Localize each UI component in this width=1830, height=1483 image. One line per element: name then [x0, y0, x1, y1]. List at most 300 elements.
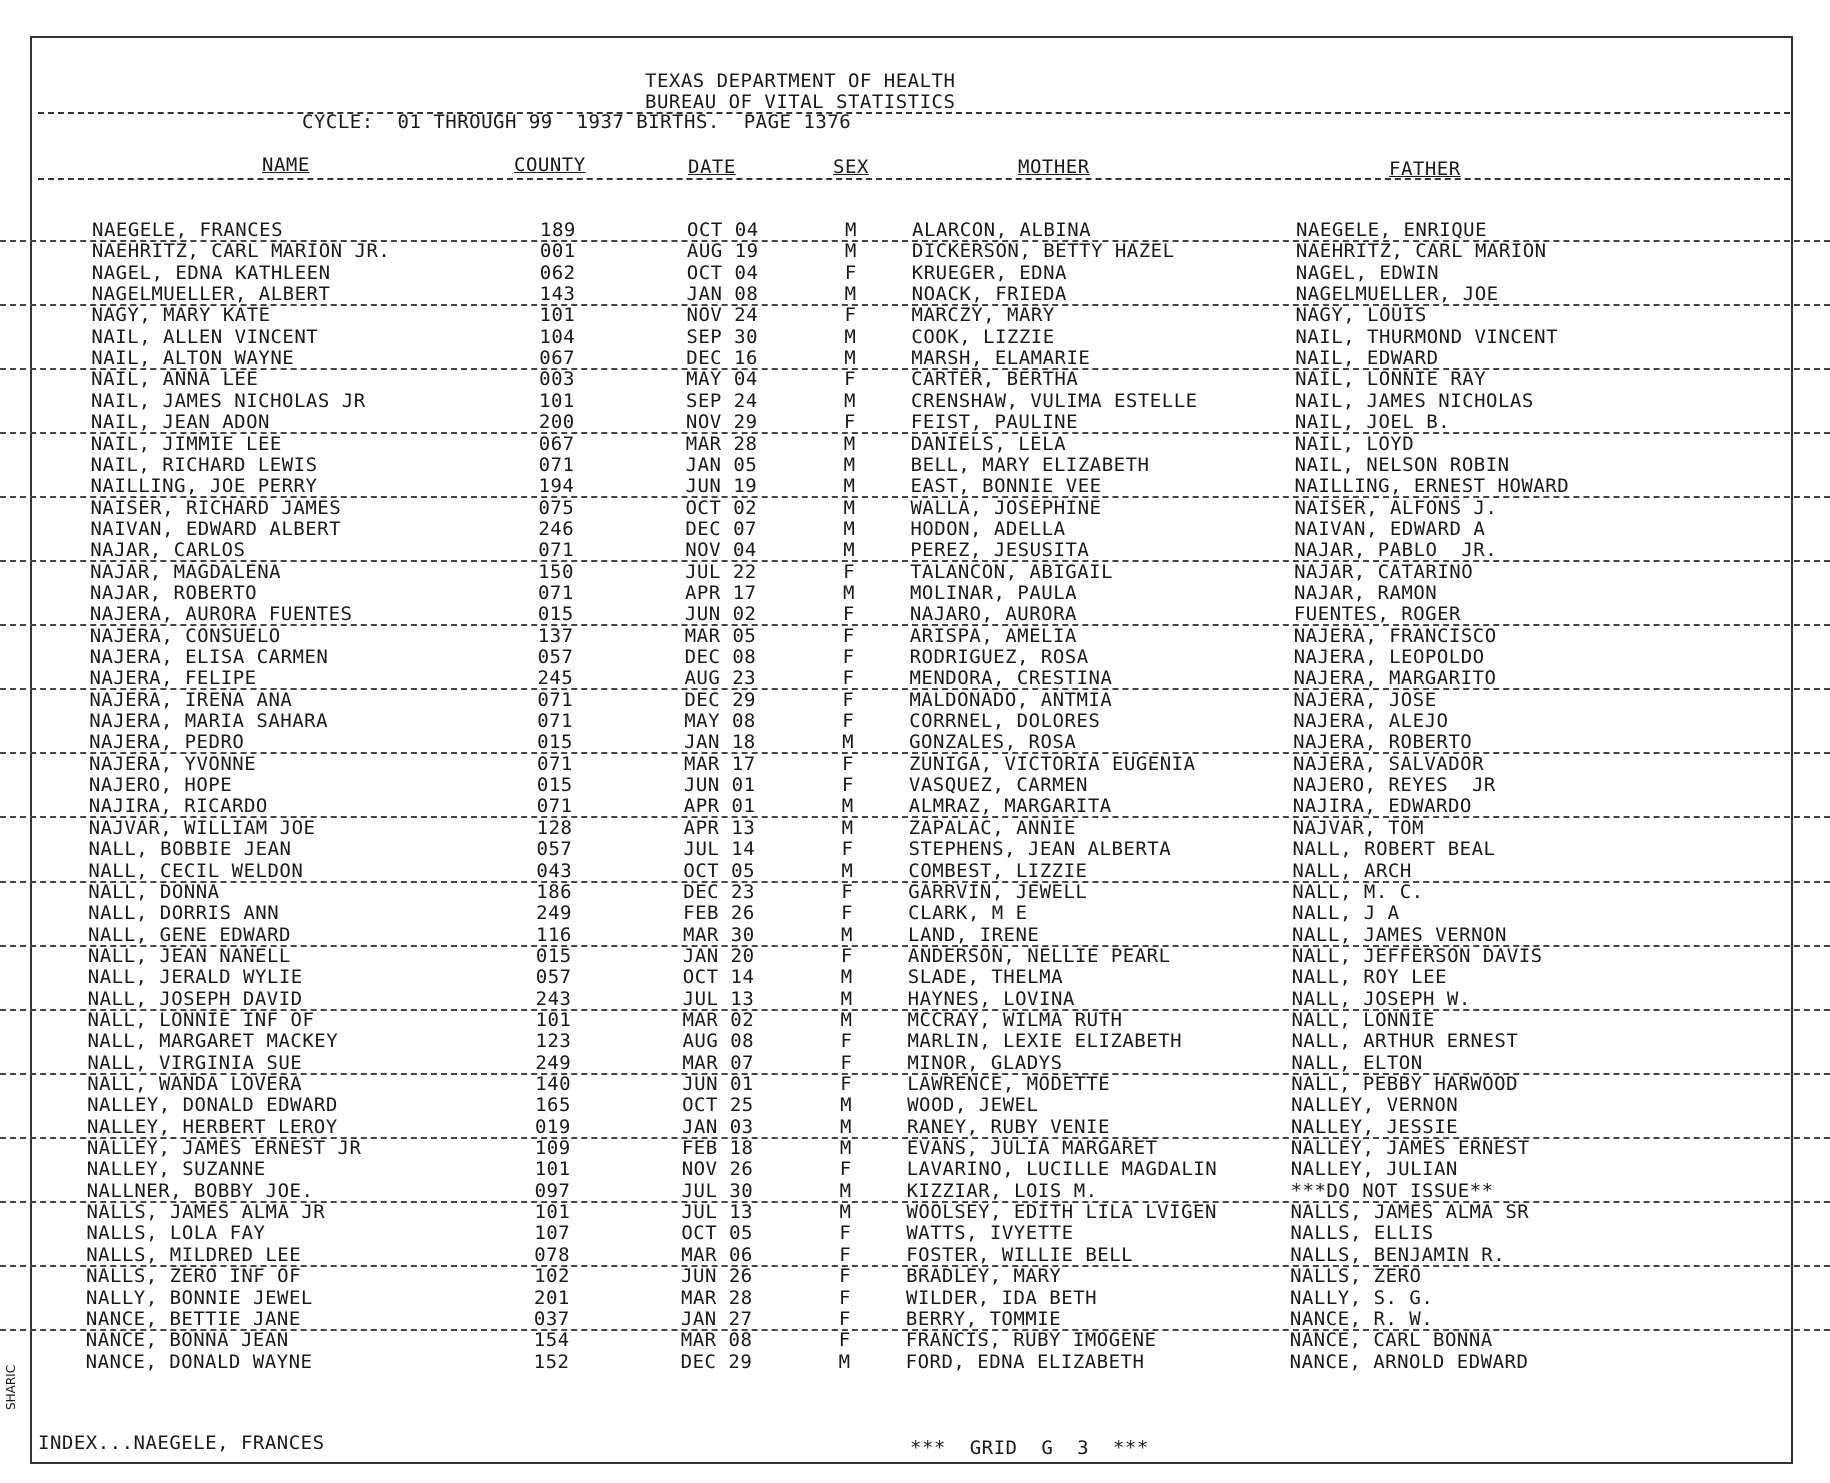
record-mother: FRANCIS, RUBY IMOGENE	[905, 1329, 1157, 1352]
record-name: NALL, VIRGINIA SUE	[87, 1051, 303, 1074]
record-sex: M	[840, 1008, 853, 1031]
index-footer: INDEX...NAEGELE, FRANCES	[38, 1432, 325, 1454]
record-mother: NOACK, FRIEDA	[911, 283, 1067, 306]
record-name: NAJERA, PEDRO	[89, 731, 245, 754]
record-mother: LAWRENCE, MODETTE	[907, 1073, 1111, 1095]
record-county: 101	[534, 1158, 571, 1181]
record-name: NAGEL, EDNA KATHLEEN	[91, 261, 331, 284]
record-county: 071	[538, 539, 575, 562]
table-row	[0, 1009, 1830, 1030]
table-row	[0, 368, 1830, 389]
record-date: NOV 29	[685, 411, 758, 434]
record-father: NALLEY, VERNON	[1291, 1094, 1459, 1117]
record-name: NAGELMUELLER, ALBERT	[91, 283, 331, 306]
record-name: NAJERO, HOPE	[88, 774, 233, 797]
record-father: NAILLING, ERNEST HOWARD	[1294, 475, 1570, 498]
table-row	[0, 1158, 1830, 1179]
record-name: NAILLING, JOE PERRY	[90, 475, 318, 498]
record-date: DEC 07	[685, 517, 757, 540]
record-sex: F	[842, 603, 855, 626]
record-county: 243	[535, 987, 572, 1010]
record-sex: F	[839, 1265, 852, 1288]
table-row	[0, 1201, 1830, 1222]
record-sex: M	[843, 453, 856, 476]
record-sex: M	[840, 966, 853, 989]
record-sex: F	[838, 1307, 851, 1330]
record-sex: M	[844, 240, 857, 263]
record-date: MAR 08	[680, 1329, 753, 1352]
record-father: NAJERA, LEOPOLDO	[1293, 646, 1485, 668]
record-name: NALL, CECIL WELDON	[88, 859, 304, 882]
table-row	[0, 1329, 1830, 1350]
record-date: JUN 01	[682, 1073, 754, 1095]
record-mother: KIZZIAR, LOIS M.	[906, 1179, 1098, 1202]
record-name: NAIL, ANNA LEE	[91, 368, 259, 391]
record-mother: BERRY, TOMMIE	[905, 1307, 1062, 1330]
column-header-county: COUNTY	[514, 154, 586, 176]
record-father: NALL, ROBERT BEAL	[1292, 838, 1496, 861]
record-sex: M	[839, 1179, 852, 1202]
record-sex: F	[843, 411, 856, 434]
record-county: 246	[538, 517, 575, 540]
record-county: 194	[538, 475, 575, 498]
table-row	[0, 753, 1830, 774]
grid-footer: *** GRID G 3 ***	[910, 1437, 1149, 1459]
record-mother: CLARK, M E	[908, 902, 1028, 925]
record-name: NAIL, ALTON WAYNE	[91, 347, 295, 370]
record-name: NAGY, MARY KATE	[91, 304, 271, 327]
table-row	[0, 731, 1830, 754]
record-father: NALL, ARCH	[1292, 859, 1412, 882]
record-name: NAJERA, YVONNE	[89, 752, 257, 775]
record-mother: COMBEST, LIZZIE	[908, 859, 1088, 882]
record-name: NAIL, JIMMIE LEE	[90, 432, 282, 455]
record-mother: BELL, MARY ELIZABETH	[910, 453, 1150, 476]
record-father: NAIL, THURMOND VINCENT	[1295, 325, 1559, 348]
record-mother: KRUEGER, EDNA	[911, 261, 1067, 284]
record-mother: EVANS, JULIA MARGARET	[906, 1137, 1158, 1160]
record-father: NAJERA, JOSE	[1293, 688, 1437, 711]
record-sex: M	[843, 517, 856, 540]
record-father: NAEGELE, ENRIQUE	[1296, 219, 1488, 241]
record-father: NAGEL, EDWIN	[1295, 261, 1440, 284]
table-row	[0, 902, 1830, 923]
record-name: NAJERA, IRENA ANA	[89, 688, 293, 711]
record-date: JUL 30	[681, 1179, 754, 1202]
table-row	[0, 774, 1830, 795]
record-mother: ALMRAZ, MARGARITA	[908, 795, 1112, 818]
record-date: JUN 02	[684, 603, 757, 626]
record-name: NAEGELE, FRANCES	[92, 219, 284, 241]
record-sex: M	[842, 581, 855, 604]
record-name: NAJAR, ROBERTO	[89, 581, 258, 604]
record-mother: FORD, EDNA ELIZABETH	[905, 1350, 1145, 1373]
record-date: FEB 18	[681, 1137, 754, 1160]
record-name: NAIL, JAMES NICHOLAS JR	[91, 389, 366, 412]
record-name: NALL, DONNA	[88, 880, 220, 903]
record-county: 071	[537, 710, 574, 733]
record-date: MAR 30	[683, 923, 755, 946]
record-county: 078	[534, 1243, 571, 1266]
record-mother: EAST, BONNIE VEE	[910, 475, 1102, 498]
record-county: 201	[534, 1286, 570, 1309]
record-father: NAJERO, REYES JR	[1292, 774, 1496, 797]
record-date: JAN 05	[685, 453, 758, 476]
record-name: NAISER, RICHARD JAMES	[90, 496, 342, 519]
record-date: MAY 08	[684, 710, 756, 733]
record-county: 150	[538, 560, 574, 583]
record-sex: M	[841, 859, 854, 882]
record-father: NALLEY, JESSIE	[1290, 1115, 1459, 1138]
record-father: NAJERA, ROBERTO	[1293, 731, 1473, 754]
record-date: DEC 29	[680, 1350, 753, 1373]
cycle-line: CYCLE: 01 THROUGH 99 1937 BIRTHS. PAGE 1376	[302, 111, 852, 133]
record-date: JAN 27	[680, 1307, 753, 1330]
record-mother: FOSTER, WILLIE BELL	[906, 1243, 1134, 1266]
record-father: NANCE, R. W.	[1289, 1307, 1434, 1330]
record-mother: SLADE, THELMA	[907, 966, 1064, 989]
table-row	[0, 262, 1830, 283]
table-row	[0, 945, 1830, 966]
record-date: OCT 05	[683, 859, 756, 882]
record-sex: M	[842, 731, 855, 754]
record-father: NALL, ROY LEE	[1291, 966, 1448, 989]
table-row	[0, 646, 1830, 667]
record-father: NALL, JOSEPH W.	[1291, 987, 1471, 1010]
record-father: NALL, JEFFERSON DAVIS	[1291, 944, 1543, 967]
record-sex: F	[839, 1158, 852, 1181]
table-row	[0, 1265, 1830, 1286]
record-mother: WILDER, IDA BETH	[906, 1286, 1098, 1309]
record-name: NAJAR, CARLOS	[90, 539, 246, 562]
record-county: 101	[534, 1201, 571, 1224]
record-date: APR 13	[683, 816, 756, 839]
record-county: 123	[535, 1030, 572, 1053]
record-mother: MINOR, GLADYS	[907, 1051, 1063, 1074]
record-mother: NAJARO, AURORA	[909, 603, 1077, 626]
record-sex: F	[841, 838, 854, 861]
record-sex: M	[839, 1201, 852, 1224]
record-mother: HODON, ADELLA	[910, 517, 1066, 540]
record-father: NALLS, ELLIS	[1290, 1222, 1434, 1245]
table-row	[0, 1094, 1830, 1115]
record-name: NALL, BOBBIE JEAN	[88, 838, 292, 861]
agency-title: TEXAS DEPARTMENT OF HEALTH	[645, 70, 956, 92]
record-name: NAJERA, AURORA FUENTES	[89, 603, 353, 626]
record-name: NALLEY, HERBERT LEROY	[86, 1115, 338, 1138]
record-mother: WOOD, JEWEL	[907, 1094, 1039, 1117]
table-row	[0, 518, 1830, 539]
table-row	[0, 795, 1830, 818]
record-mother: ARISPA, AMELIA	[909, 624, 1077, 647]
record-county: 057	[536, 838, 573, 861]
record-county: 104	[539, 325, 576, 348]
record-father: NAGELMUELLER, JOE	[1295, 283, 1499, 306]
record-sex: M	[841, 923, 853, 946]
record-sex: M	[843, 539, 856, 562]
record-date: MAR 28	[681, 1286, 753, 1309]
record-county: 071	[537, 581, 574, 604]
record-mother: ZUNIGA, VICTORIA EUGENIA	[909, 752, 1196, 775]
record-date: SEP 24	[686, 389, 758, 412]
record-date: JAN 08	[686, 283, 759, 306]
record-county: 057	[537, 646, 574, 668]
record-county: 015	[536, 774, 573, 797]
record-name: NANCE, BONNA JEAN	[85, 1329, 289, 1352]
record-county: 015	[537, 731, 573, 754]
record-mother: DANIELS, LELA	[910, 432, 1067, 455]
record-name: NALLNER, BOBBY JOE.	[86, 1179, 314, 1202]
record-county: 154	[533, 1329, 570, 1352]
record-mother: MARLIN, LEXIE ELIZABETH	[907, 1030, 1183, 1053]
record-name: NALL, MARGARET MACKEY	[87, 1030, 339, 1053]
record-mother: RANEY, RUBY VENIE	[906, 1115, 1110, 1138]
record-father: NAIL, LONNIE RAY	[1295, 368, 1487, 391]
record-county: 015	[535, 944, 572, 967]
table-row	[0, 710, 1830, 731]
table-row	[0, 582, 1830, 603]
record-sex: F	[844, 261, 857, 284]
record-county: 249	[535, 1051, 572, 1074]
record-county: 245	[537, 667, 574, 690]
record-father: NALLS, JAMES ALMA SR	[1290, 1201, 1530, 1224]
table-row	[0, 1073, 1830, 1094]
record-county: 062	[539, 261, 576, 284]
record-sex: F	[839, 1222, 852, 1245]
record-mother: TALANCON, ABIGAIL	[910, 560, 1114, 583]
record-father: NANCE, CARL BONNA	[1289, 1329, 1493, 1352]
table-row	[0, 1351, 1830, 1372]
record-mother: LAVARINO, LUCILLE MAGDALIN	[906, 1158, 1218, 1181]
record-mother: DICKERSON, BETTY HAZEL	[911, 240, 1175, 263]
record-date: DEC 29	[684, 688, 756, 711]
record-date: AUG 19	[686, 240, 759, 263]
table-row	[0, 326, 1830, 347]
record-county: 101	[539, 389, 575, 412]
record-mother: MOLINAR, PAULA	[909, 581, 1078, 604]
record-sex: F	[841, 902, 854, 925]
record-mother: CARTER, BERTHA	[911, 368, 1079, 391]
table-row	[0, 475, 1830, 498]
record-county: 003	[539, 368, 575, 391]
record-name: NAIL, ALLEN VINCENT	[91, 325, 319, 348]
record-name: NALLS, ZERO INF OF	[86, 1265, 302, 1288]
table-row	[0, 988, 1830, 1011]
record-sex: M	[840, 987, 853, 1010]
record-date: OCT 25	[682, 1094, 754, 1117]
table-row	[0, 219, 1830, 242]
record-county: 057	[535, 966, 572, 989]
record-name: NALL, JERALD WYLIE	[87, 966, 303, 989]
record-father: NAIL, LOYD	[1294, 432, 1415, 455]
table-row	[0, 497, 1830, 518]
record-father: NALLEY, JAMES ERNEST	[1290, 1137, 1530, 1160]
record-county: 071	[538, 453, 575, 476]
record-county: 116	[536, 923, 572, 946]
table-row	[0, 689, 1830, 710]
record-date: FEB 26	[683, 902, 755, 925]
record-mother: WOOLSEY, EDITH LILA LVIGEN	[906, 1201, 1217, 1224]
record-date: AUG 23	[684, 667, 757, 690]
record-date: AUG 08	[682, 1030, 755, 1053]
record-father: NAJAR, RAMON	[1293, 581, 1438, 604]
record-sex: M	[839, 1137, 852, 1160]
record-date: MAR 28	[685, 432, 758, 455]
record-name: NANCE, BETTIE JANE	[85, 1307, 301, 1330]
record-date: JAN 18	[684, 731, 756, 754]
record-county: 200	[538, 411, 575, 434]
column-header-sex: SEX	[833, 156, 869, 178]
record-mother: WALLA, JOSEPHINE	[910, 496, 1102, 519]
record-father: NALLY, S. G.	[1290, 1286, 1434, 1309]
record-father: NAJIRA, EDWARDO	[1292, 795, 1472, 818]
record-county: 140	[535, 1073, 572, 1095]
record-father: NAIVAN, EDWARD A	[1294, 517, 1486, 540]
record-sex: F	[840, 1051, 853, 1074]
record-name: NAIL, JEAN ADON	[90, 411, 270, 434]
bureau-title: BUREAU OF VITAL STATISTICS	[645, 91, 956, 113]
record-sex: F	[842, 752, 854, 775]
record-name: NAIL, RICHARD LEWIS	[90, 453, 318, 476]
table-row	[0, 411, 1830, 434]
record-name: NALLEY, SUZANNE	[86, 1158, 266, 1181]
record-father: NAJVAR, TOM	[1292, 816, 1424, 839]
record-date: MAR 07	[682, 1051, 754, 1074]
table-row	[0, 1287, 1830, 1308]
record-county: 249	[536, 902, 572, 925]
record-name: NALL, JOSEPH DAVID	[87, 987, 303, 1010]
record-mother: GONZALES, ROSA	[909, 731, 1077, 754]
record-date: DEC 16	[686, 347, 758, 370]
table-row	[0, 817, 1830, 838]
record-father: NAJAR, CATARINO	[1294, 560, 1474, 583]
record-father: NAJERA, FRANCISCO	[1293, 624, 1497, 647]
record-date: OCT 05	[681, 1222, 753, 1245]
record-father: NAIL, EDWARD	[1295, 347, 1439, 370]
record-father: NAIL, JOEL B.	[1294, 411, 1451, 434]
record-county: 075	[538, 496, 575, 519]
record-mother: ZAPALAC, ANNIE	[908, 816, 1076, 839]
record-date: MAY 04	[686, 368, 758, 391]
table-row	[0, 240, 1830, 261]
table-row	[0, 561, 1830, 582]
record-father: NALLS, ZERO	[1290, 1265, 1422, 1288]
record-county: 186	[536, 880, 573, 903]
record-mother: STEPHENS, JEAN ALBERTA	[908, 838, 1172, 861]
record-father: NALLEY, JULIAN	[1290, 1158, 1458, 1181]
record-father: NAIL, NELSON ROBIN	[1294, 453, 1510, 476]
column-header-mother: MOTHER	[1018, 156, 1090, 178]
record-county: 165	[535, 1094, 571, 1117]
record-county: 137	[537, 624, 574, 647]
record-county: 128	[536, 816, 573, 839]
table-row	[0, 539, 1830, 562]
record-mother: PEREZ, JESUSITA	[910, 539, 1090, 562]
table-row	[0, 966, 1830, 987]
table-row	[0, 1222, 1830, 1243]
record-sex: F	[841, 880, 854, 903]
table-row	[0, 1137, 1830, 1158]
record-name: NALLS, LOLA FAY	[86, 1222, 266, 1245]
record-sex: M	[838, 1350, 851, 1373]
record-mother: MALDONADO, ANTMIA	[909, 688, 1113, 711]
record-county: 019	[534, 1115, 571, 1138]
record-name: NALL, JEAN NANELL	[87, 944, 291, 967]
record-county: 001	[539, 240, 576, 263]
record-date: JUN 01	[683, 774, 756, 797]
record-father: NAJERA, ALEJO	[1293, 710, 1449, 733]
record-father: NAJERA, MARGARITO	[1293, 667, 1497, 690]
table-row	[0, 924, 1830, 947]
record-sex: F	[842, 710, 855, 733]
record-date: JUL 13	[682, 987, 755, 1010]
record-county: 015	[537, 603, 574, 626]
record-mother: RODRIGUEZ, ROSA	[909, 646, 1089, 668]
table-row	[0, 1052, 1830, 1075]
record-mother: MCCRAY, WILMA RUTH	[907, 1008, 1123, 1031]
table-row	[0, 1116, 1830, 1139]
record-county: 152	[533, 1350, 570, 1373]
record-date: DEC 08	[684, 646, 757, 668]
record-sex: M	[844, 347, 857, 370]
record-sex: M	[841, 816, 854, 839]
record-date: JAN 20	[682, 944, 755, 967]
table-row	[0, 1244, 1830, 1267]
column-header-date: DATE	[688, 156, 736, 178]
record-date: JUL 22	[685, 560, 757, 583]
record-sex: M	[839, 1115, 852, 1138]
record-name: NALLEY, JAMES ERNEST JR	[86, 1137, 362, 1160]
record-name: NAEHRITZ, CARL MARION JR.	[91, 240, 391, 263]
record-date: OCT 14	[682, 966, 755, 989]
record-father: NALL, J A	[1292, 902, 1400, 925]
record-mother: ANDERSON, NELLIE PEARL	[907, 944, 1171, 967]
record-father: NANCE, ARNOLD EDWARD	[1289, 1350, 1529, 1373]
record-name: NAIVAN, EDWARD ALBERT	[90, 517, 342, 540]
record-sex: F	[839, 1243, 852, 1266]
record-sex: F	[842, 667, 855, 690]
record-sex: M	[843, 432, 856, 455]
record-name: NAJVAR, WILLIAM JOE	[88, 816, 316, 839]
record-father: NAJERA, SALVADOR	[1293, 752, 1485, 775]
record-date: DEC 23	[683, 880, 755, 903]
record-father: NALL, M. C.	[1292, 880, 1424, 903]
record-sex: F	[840, 1030, 853, 1053]
record-date: MAR 17	[684, 752, 756, 775]
table-row	[0, 283, 1830, 306]
table-row	[0, 347, 1830, 370]
record-sex: F	[844, 304, 857, 327]
record-county: 143	[539, 283, 576, 306]
record-mother: HAYNES, LOVINA	[907, 987, 1075, 1010]
record-name: NALL, GENE EDWARD	[88, 923, 291, 946]
record-name: NALL, DORRIS ANN	[88, 902, 280, 925]
column-header-name: NAME	[262, 154, 310, 176]
record-date: MAR 06	[681, 1243, 753, 1266]
record-county: 107	[534, 1222, 571, 1245]
record-county: 071	[537, 752, 573, 775]
record-mother: COOK, LIZZIE	[911, 325, 1055, 348]
record-county: 067	[538, 432, 575, 455]
record-county: 189	[540, 219, 576, 241]
record-father: NAEHRITZ, CARL MARION	[1295, 240, 1547, 263]
record-name: NALLS, MILDRED LEE	[86, 1243, 302, 1266]
table-row	[0, 1030, 1830, 1051]
record-date: OCT 04	[687, 219, 759, 241]
record-date: JUL 13	[681, 1201, 754, 1224]
record-mother: CRENSHAW, VULIMA ESTELLE	[911, 389, 1198, 412]
record-mother: MARSH, ELAMARIE	[911, 347, 1091, 370]
